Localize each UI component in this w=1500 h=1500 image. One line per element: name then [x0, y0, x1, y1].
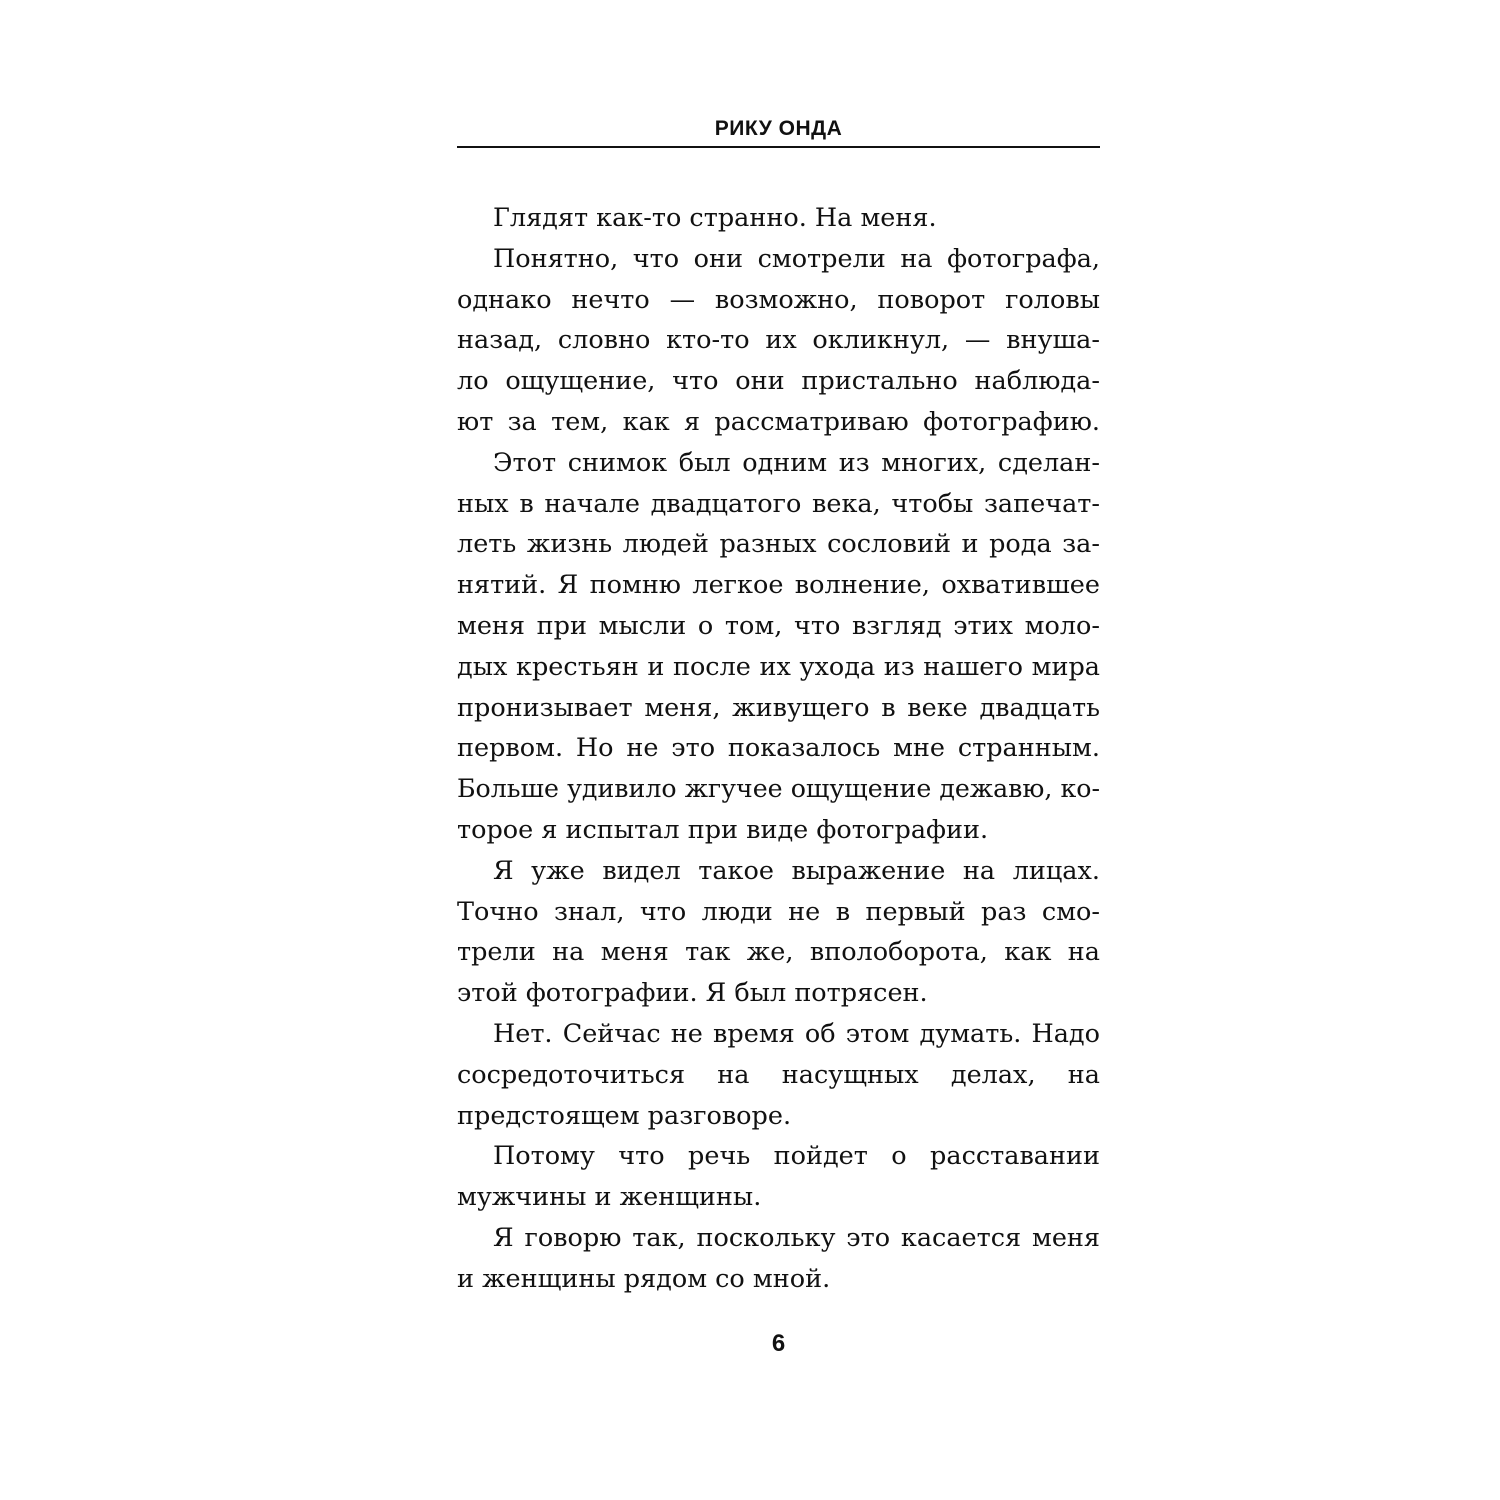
- text-line: ных в начале двадцатого века, чтобы запечат-: [457, 488, 1100, 519]
- text-line: торое я испытал при виде фотографии.: [457, 814, 989, 845]
- text-line: меня при мысли о том, что взгляд этих моло-: [457, 610, 1100, 641]
- text-line: назад, словно кто-то их окликнул, — внуша-: [457, 325, 1100, 356]
- text-line: Точно знал, что люди не в первый раз смо-: [457, 896, 1100, 927]
- text-line: трели на меня так же, вполоборота, как на: [457, 937, 1100, 968]
- text-line: Я говорю так, поскольку это касается меня: [493, 1222, 1100, 1253]
- text-line: Нет. Сейчас не время об этом думать. Надо: [493, 1018, 1100, 1049]
- text-line: дых крестьян и после их ухода из нашего мира: [457, 651, 1100, 682]
- text-line: первом. Но не это показалось мне странным.: [457, 733, 1100, 764]
- body-text: [457, 198, 1100, 1300]
- text-line: однако нечто — возможно, поворот головы: [457, 284, 1100, 315]
- text-line: ло ощущение, что они пристально наблюда-: [457, 366, 1100, 397]
- text-line: этой фотографии. Я был потрясен.: [457, 978, 928, 1009]
- text-line: мужчины и женщины.: [457, 1182, 762, 1213]
- text-line: нятий. Я помню легкое волнение, охватившее: [457, 570, 1100, 601]
- text-line: Глядят как-то странно. На меня.: [493, 203, 937, 233]
- text-line: Потому что речь пойдет о расставании: [493, 1141, 1100, 1172]
- book-page: [457, 0, 1100, 1500]
- text-line: сосредоточиться на насущных делах, на: [457, 1059, 1100, 1090]
- text-line: предстоящем разговоре.: [457, 1100, 792, 1131]
- text-line: Больше удивило жгучее ощущение дежавю, ко-: [457, 774, 1100, 804]
- text-line: Я уже видел такое выражение на лицах.: [493, 855, 1100, 886]
- running-head-author: РИКУ ОНДА: [714, 117, 843, 140]
- header-rule: [457, 146, 1100, 148]
- text-line: леть жизнь людей разных сословий и рода за-: [457, 529, 1100, 560]
- text-line: ют за тем, как я рассматриваю фотографию.: [457, 406, 1100, 437]
- page-number: 6: [771, 1330, 786, 1357]
- text-line: пронизывает меня, живущего в веке двадцать: [457, 692, 1100, 723]
- text-line: Этот снимок был одним из многих, сделан-: [493, 447, 1100, 478]
- text-line: Понятно, что они смотрели на фотографа,: [493, 243, 1100, 274]
- text-line: и женщины рядом со мной.: [457, 1263, 831, 1294]
